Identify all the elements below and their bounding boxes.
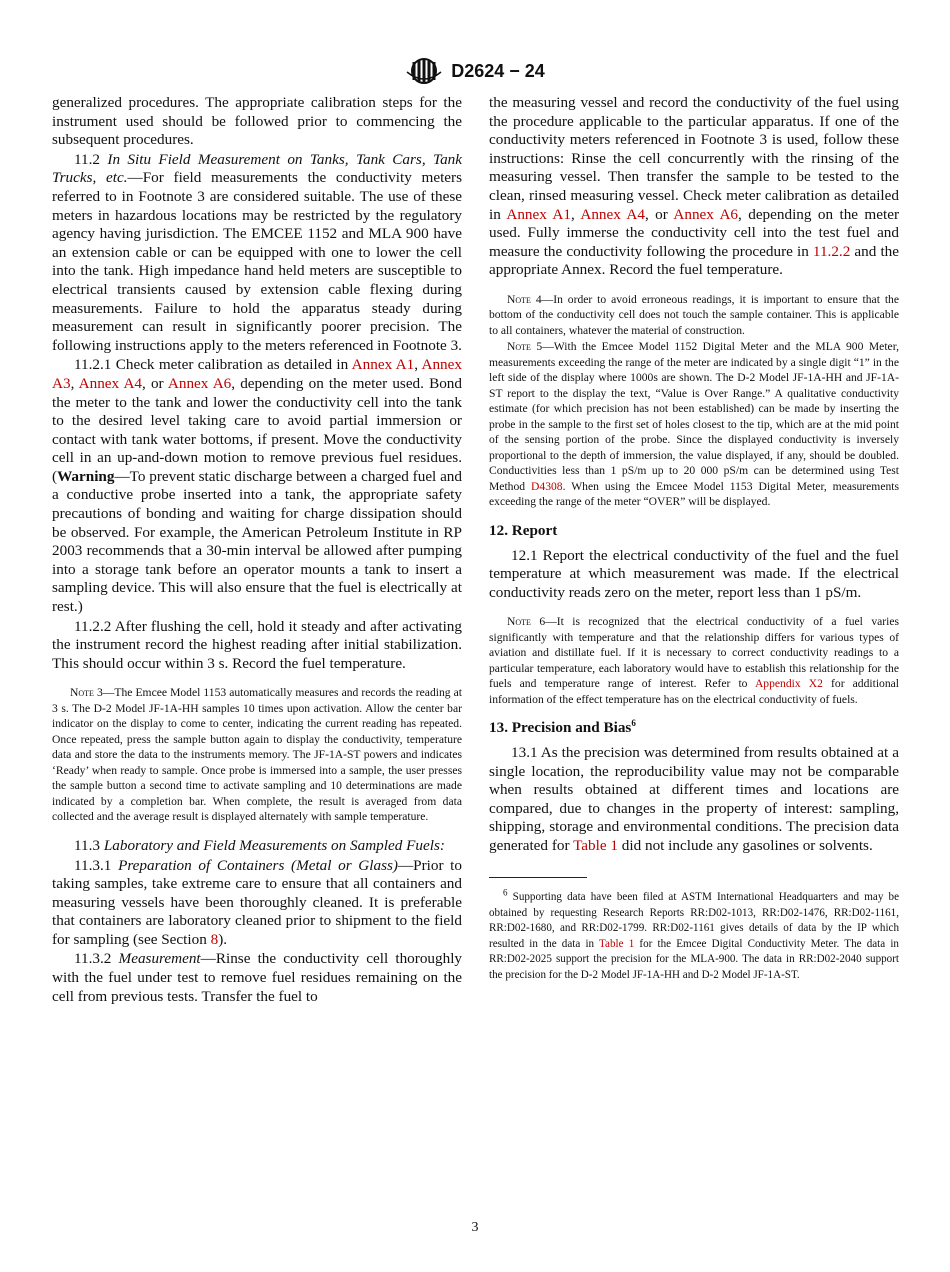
note <box>489 339 899 510</box>
text-run: —To prevent static discharge between a charged fuel and a conductive probe inserted into a tank, the appropriate safety precautions of bonding and waiting for charge dissipation should be observed. For example, the American Petroleum Institute in RP 2003 recommends that a 30-min interval be allowed after pumping into a storage tank before an operator mounts a tank to insert a sampling device. This will also ensure that the fuel is electrically at rest.) <box>52 467 462 616</box>
cross-reference-link[interactable]: Table 1 <box>599 937 635 950</box>
paragraph <box>52 356 462 616</box>
cross-reference-link[interactable]: Table 1 <box>573 836 618 854</box>
text-run: Note <box>507 615 531 629</box>
text-run: , <box>571 205 581 223</box>
text-run: 11.3.2 <box>74 950 119 968</box>
text-run: did not include any gasolines or solvents. <box>617 836 873 854</box>
section-heading <box>489 522 899 541</box>
text-run: Note <box>70 686 94 700</box>
paragraph <box>52 94 462 150</box>
cross-reference-link[interactable]: Annex A3 <box>52 356 462 392</box>
text-run: generalized procedures. The appropriate calibration steps for the instrument used should be followed prior to commencing the subsequent procedures. <box>52 94 462 149</box>
cross-reference-link[interactable]: Annex A6 <box>673 205 739 223</box>
right-column <box>489 94 899 983</box>
page-header <box>0 56 950 86</box>
paragraph <box>52 837 462 856</box>
text-run: 12. Report <box>489 521 558 539</box>
paragraph <box>489 94 899 280</box>
text-run: 5—With the Emcee Model 1152 Digital Meter and the MLA 900 Meter, measurements exceeding the range of the meter are indicated by a single digit “1” in the left side of the display where 1000s are shown. The D-2 Model JF-1A-HH and JF-1A-ST report to the display the text, “Value is Over Range.” A qualitative conductivity estimate (for which precision has not been established) can be made by inserting the probe in the sample to the first set of holes closest to the tip, which are at the mid point of the sensing portion of the probe. Since the displayed conductivity is inversely proportional to the depth of immersion, the value displayed, if any, should be doubled. Conductivities less than 1 pS/m up to 20 000 pS/m can be determined using Test Method <box>489 340 899 493</box>
text-run: , or <box>644 205 674 223</box>
text-run: Supporting data have been filed at ASTM International Headquarters and may be obtained by requesting Research Reports RR:D02-1013, RR:D02-1476, RR:D02-1161, RR:D02-1680, and RR:D02-1799. RR:D02-1161 gives details of data by the IP which resulted in the data in <box>489 891 899 950</box>
section-heading <box>489 719 899 738</box>
text-run: 4—In order to avoid erroneous readings, it is important to ensure that the bottom of the conductivity cell does not touch the sample container. This is applicable to all containers, whatever the material of construction. <box>489 292 899 337</box>
cross-reference-link[interactable]: Appendix X2 <box>754 677 823 691</box>
text-run: ). <box>218 930 228 948</box>
text-run: for the Emcee Digital Conductivity Meter. The data in RR:D02-2025 support the precision for the MLA-900. The data in RR:D02-2040 support the precision for the D-2 Model JF-1A-HH and D-2 Model JF-1A-ST. <box>489 937 899 981</box>
text-run: 13.1 As the precision was determined from results obtained at a single location, the reproducibility value may not be comparable when results obtained at different times and locations are compared, due to changes in the property of interest: sampling, shipping, storage and environmental conditions. The precision data generated for <box>489 743 899 854</box>
cross-reference-link[interactable]: Annex A4 <box>78 374 143 392</box>
text-run: Laboratory and Field Measurements on Sampled Fuels: <box>103 836 445 854</box>
text-run: —Prior to taking samples, take extreme care to ensure that all containers and measuring vessels have been thoroughly cleaned. It is preferable that containers are laboratory cleaned prior to shipment to the field for sampling (see Section <box>52 856 462 948</box>
text-run: 12.1 Report the electrical conductivity of the fuel and the fuel temperature at which measurement was made. If the electrical conductivity reads zero on the meter, report less than 1 pS/m. <box>489 546 899 601</box>
text-run: , depending on the meter used. Fully immerse the conductivity cell into the test fuel and measure the conductivity following the procedure in <box>489 205 900 260</box>
text-run: 11.3.1 <box>74 856 119 874</box>
text-run: In Situ Field Measurement on Tanks, Tank Cars, Tank Trucks, etc. <box>52 150 462 187</box>
text-run: —For field measurements the conductivity meters referred to in Footnote 3 are considered suitable. The use of these meters in hazardous locations may be restricted by the regulatory agency having jurisdiction. The EMCEE 1152 and MLA 900 have an extension cable or can be equipped with one to lower the cell into the tank. High impedance hand held meters are susceptible to electrical transients caused by extension cable flexing during measurements. Failure to hold the apparatus steady during measurement can result in significantly poorer precision. The following instructions apply to the meters referenced in Footnote 3. <box>52 169 462 354</box>
text-run: 11.2.2 After flushing the cell, hold it steady and after activating the instrument record the highest reading after initial stabilization. This should occur within 3 s. Record the fuel temperature. <box>52 617 462 672</box>
footnote-divider <box>489 877 587 878</box>
paragraph <box>489 547 899 603</box>
paragraph <box>52 618 462 674</box>
text-run: 13. Precision and Bias <box>489 719 632 737</box>
text-run: —Rinse the conductivity cell thoroughly with the fuel under test to remove fuel residues remaining on the cell from previous tests. Transfer the fuel to <box>52 950 463 1005</box>
text-run: , <box>414 356 422 374</box>
text-run: 11.2.1 Check meter calibration as detailed in <box>74 356 352 374</box>
astm-logo-icon <box>405 56 443 86</box>
paragraph <box>52 950 462 1006</box>
cross-reference-link[interactable]: Annex A1 <box>351 356 415 374</box>
text-run: Measurement <box>118 950 201 968</box>
page-number: 3 <box>471 1220 479 1235</box>
left-column <box>52 94 462 1007</box>
cross-reference-link[interactable]: Annex A6 <box>167 374 232 392</box>
text-run: Note <box>507 292 531 306</box>
note <box>52 685 462 825</box>
paragraph <box>52 857 462 950</box>
text-run: 11.2 <box>74 150 108 168</box>
text-run: for additional information of the effect temperature has on the electrical conductivity of fuels. <box>489 677 900 706</box>
text-run: 3—The Emcee Model 1153 automatically measures and records the reading at 3 s. The D-2 Model JF-1A-HH samples 10 times upon activation. Allow the center bar indicator on the display to come to center, indicating the current reading has repeated. Once repeated, press the sample button again to display the conductivity, temperature data and store the data to the instruments memory. The JF-1A-ST powers and indicates ‘Ready’ when ready to sample. Once probe is immersed into a sample, the user presses the sample button a second time to activate sampling and 10 determinations are made indicated by a completion bar. When complete, the result is averaged from data collected and the average result is displayed alternately with sample temperature. <box>52 686 462 824</box>
paragraph <box>489 744 899 856</box>
text-run: Note <box>507 340 531 354</box>
text-run: , depending on the meter used. Bond the meter to the tank and lower the conductivity cell into the tank to the desired level taking care to avoid partial immersion or contact with tank water bottoms, if present. Move the conductivity cell in an up-and-down motion to remove previous fuel residues. ( <box>52 374 462 485</box>
text-run: , or <box>142 374 168 392</box>
cross-reference-link[interactable]: 11.2.2 <box>812 242 851 260</box>
footnote <box>489 887 899 983</box>
document-code: D2624 − 24 <box>451 60 545 81</box>
cross-reference-link[interactable]: 8 <box>210 930 219 948</box>
cross-reference-link[interactable]: Annex A1 <box>506 205 571 223</box>
text-run: 11.3 <box>74 836 104 854</box>
text-run: 6—It is recognized that the electrical conductivity of a fuel varies significantly with temperature and that the relationship differs for various types of aviation and distillate fuel. If it is necessary to correct conductivity readings to a particular temperature, each laboratory would have to establish this relationship for the fuels and temperature range of interest. Refer to <box>489 615 899 691</box>
footnote-marker: 6 <box>631 718 636 729</box>
paragraph <box>52 151 462 356</box>
text-run: , <box>70 374 79 392</box>
text-run: Preparation of Containers (Metal or Glass) <box>118 856 398 874</box>
cross-reference-link[interactable]: D4308 <box>531 479 563 493</box>
text-run: the measuring vessel and record the conductivity of the fuel using the procedure applicable to the particular apparatus. If one of the conductivity meters referenced in Footnote 3 is used, follow these instructions: Rinse the cell concurrently with the rinsing of the measuring vessel. Then transfer the sample to be tested to the clean, rinsed measuring vessel. Check meter calibration as detailed in <box>489 94 899 223</box>
note <box>489 614 899 707</box>
cross-reference-link[interactable]: Annex A4 <box>580 205 645 223</box>
note <box>489 292 899 339</box>
text-run: Warning <box>57 467 115 485</box>
text-run: and the appropriate Annex. Record the fuel temperature. <box>489 242 900 279</box>
footnote-marker: 6 <box>503 887 508 898</box>
text-run: . When using the Emcee Model 1153 Digital Meter, measurements exceeding the range of the meter “OVER” will be displayed. <box>489 479 900 509</box>
